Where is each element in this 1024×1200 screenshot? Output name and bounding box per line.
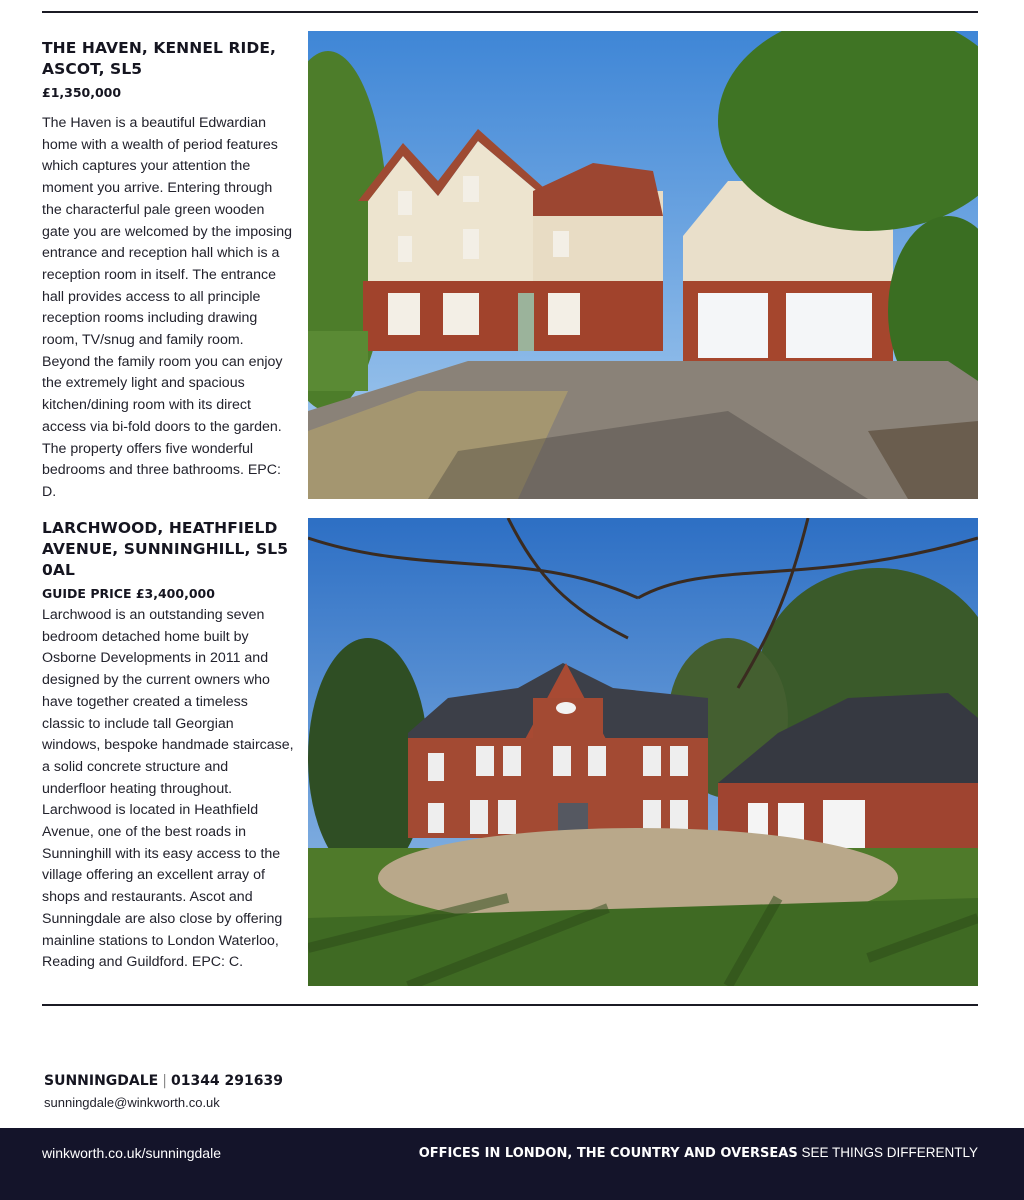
property-photo-the-haven xyxy=(308,31,978,499)
listing-title: THE HAVEN, KENNEL RIDE, ASCOT, SL5 xyxy=(42,39,277,78)
office-phone[interactable]: 01344 291639 xyxy=(170,1073,283,1089)
tagline-bold: OFFICES IN LONDON, THE COUNTRY AND OVERSEAS xyxy=(418,1146,798,1161)
listing-price: £1,350,000 xyxy=(42,85,122,100)
listing-text xyxy=(42,518,294,974)
bottom-divider xyxy=(42,1004,978,1006)
footer-tagline xyxy=(419,1145,978,1161)
listing-price: GUIDE PRICE £3,400,000 xyxy=(42,586,215,601)
listing-larchwood xyxy=(42,518,978,986)
listing-description: The Haven is a beautiful Edwardian home with a wealth of period features which captures your attention the moment you arrive. Entering through the characterful pale green wooden gate you are welcomed by the imposing entrance and reception hall which is a reception room in itself. The entrance hall provides access to all principle reception rooms including drawing room, TV/snug and family room. Beyond the family room you can enjoy the extremely light and spacious kitchen/dining room with its direct access via bi-fold doors to the garden. The property offers five wonderful bedrooms and three bathrooms. EPC: D. xyxy=(42,115,292,500)
listing-description: Larchwood is an outstanding seven bedroom detached home built by Osborne Developments in 2011 and designed by the current owners who have together created a timeless classic to include tall Georgian windows, bespoke handmade staircase, a solid concrete structure and underfloor heating throughout. Larchwood is located in Heathfield Avenue, one of the best roads in Sunninghill with its easy access to the village offering an excellent array of shops and restaurants. Ascot and Sunningdale are also close by offering mainline stations to London Waterloo, Reading and Guildford. EPC: C. xyxy=(42,607,294,971)
listing-the-haven xyxy=(42,31,978,499)
top-divider xyxy=(42,11,978,13)
website-link[interactable]: winkworth.co.uk/sunningdale xyxy=(42,1145,221,1161)
footer-bar xyxy=(0,1128,1024,1200)
separator: | xyxy=(162,1073,167,1089)
listing-title: LARCHWOOD, HEATHFIELD AVENUE, SUNNINGHILL, SL5 0AL xyxy=(42,519,289,579)
office-name: SUNNINGDALE xyxy=(44,1073,159,1089)
listing-text xyxy=(42,31,294,504)
office-email[interactable]: sunningdale@winkworth.co.uk xyxy=(44,1095,220,1110)
office-phone-line xyxy=(44,1073,283,1089)
property-photo-larchwood xyxy=(308,518,978,986)
tagline-light: SEE THINGS DIFFERENTLY xyxy=(801,1145,978,1160)
office-contact xyxy=(44,1073,283,1110)
